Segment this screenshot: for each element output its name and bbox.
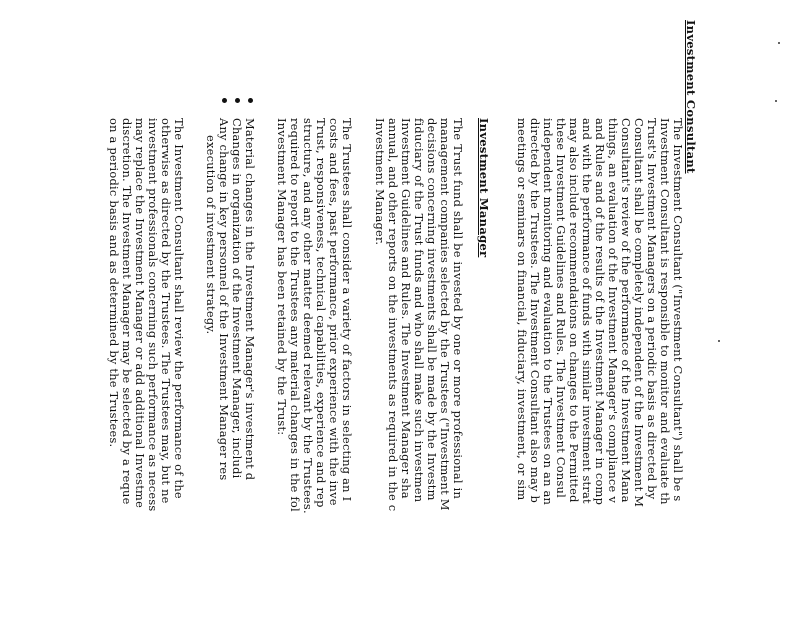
paragraph-line: these Investment Guidelines and Rules. The Investment Consul (554, 118, 568, 498)
bullet-marker (222, 98, 227, 103)
bullet-item-continuation: execution of investment strategy. (204, 135, 218, 335)
bullet-marker (248, 98, 253, 103)
paragraph-line: decisions concerning investments shall be made by the Investm (425, 118, 439, 501)
paragraph-line: may also include recommendations on changes to the Permitted (567, 118, 581, 503)
scan-speck (778, 42, 780, 44)
paragraph-line: Investment Manager. (373, 118, 387, 246)
section-heading-investment-manager: Investment Manager (477, 118, 491, 258)
paragraph-line: annual, and other reports on the investments as required in the c (386, 118, 400, 512)
paragraph-line: investment professionals concerning such performance as necess (146, 118, 160, 512)
bullet-item: Material changes in the Investment Manager's investment d (243, 118, 257, 481)
paragraph-line: otherwise as directed by the Trustees. The Trustees may, but ne (159, 118, 173, 504)
paragraph-line: management companies selected by the Trustees ("Investment M (438, 118, 452, 511)
paragraph-line: costs and fees, past performance, prior experience with the inve (327, 118, 341, 506)
paragraph-line: discretion. The Investment Manager may be selected by a reque (120, 118, 134, 505)
paragraph-line: may replace the Investment Manager or add additional Investme (133, 118, 147, 509)
paragraph-line: Trust, responsiveness, technical capabilities, experience and rep (314, 118, 328, 508)
bullet-item: Changes in organization of the Investment Manager, includi (230, 118, 244, 479)
paragraph-line: things, an evaluation of the Investment Manager's compliance v (606, 118, 620, 503)
paragraph-line: The Trustees shall consider a variety of factors in selecting an I (340, 118, 354, 502)
paragraph-line: and Rules and of the results of the Investment Manager in comp (593, 118, 607, 506)
scan-speck (775, 100, 777, 102)
scan-speck (718, 340, 720, 342)
paragraph-line: independent monitoring and evaluation to the Trustees on an an (541, 118, 555, 506)
bullet-item: Any change in key personnel of the Investment Manager res (217, 118, 231, 481)
paragraph-line: The Trust fund shall be invested by one or more professional in (451, 118, 465, 500)
paragraph-line: Trust's Investment Managers on a periodic basis as directed by (645, 118, 659, 500)
bullet-marker (235, 98, 240, 103)
paragraph-line: meetings or seminars on financial, fiduciary, investment, or sim (515, 118, 529, 501)
paragraph-line: The Investment Consultant ("Investment Consultant") shall be s (671, 118, 685, 502)
paragraph-line: Consultant shall be completely independent of the Investment M (632, 118, 646, 508)
paragraph-line: directed by the Trustees. The Investment Consultant also may b (528, 118, 542, 503)
paragraph-line: structure, and any other matter deemed relevant by the Trustees. (301, 118, 315, 514)
paragraph-line: and with the performance of funds with similar investment strat (580, 118, 594, 504)
paragraph-line: Investment Consultant is responsible to monitor and evaluate th (658, 118, 672, 505)
paragraph-line: required to report to the Trustees any material changes in the fol (288, 118, 302, 512)
paragraph-line: Consultant's review of the performance of the Investment Mana (619, 118, 633, 503)
paragraph-line: Investment Guidelines and Rules. The Investment Manager sha (399, 118, 413, 499)
paragraph-line: The Investment Consultant shall review the performance of the (172, 118, 186, 499)
paragraph-line: on a periodic basis and as determined by the Trustees. (107, 118, 121, 448)
paragraph-line: Investment Manager has been retained by the Trust: (275, 118, 289, 436)
paragraph-line: fiduciary of the Trust funds and who shall make such investmen (412, 118, 426, 503)
section-heading-investment-consultant: Investment Consultant (684, 20, 698, 174)
